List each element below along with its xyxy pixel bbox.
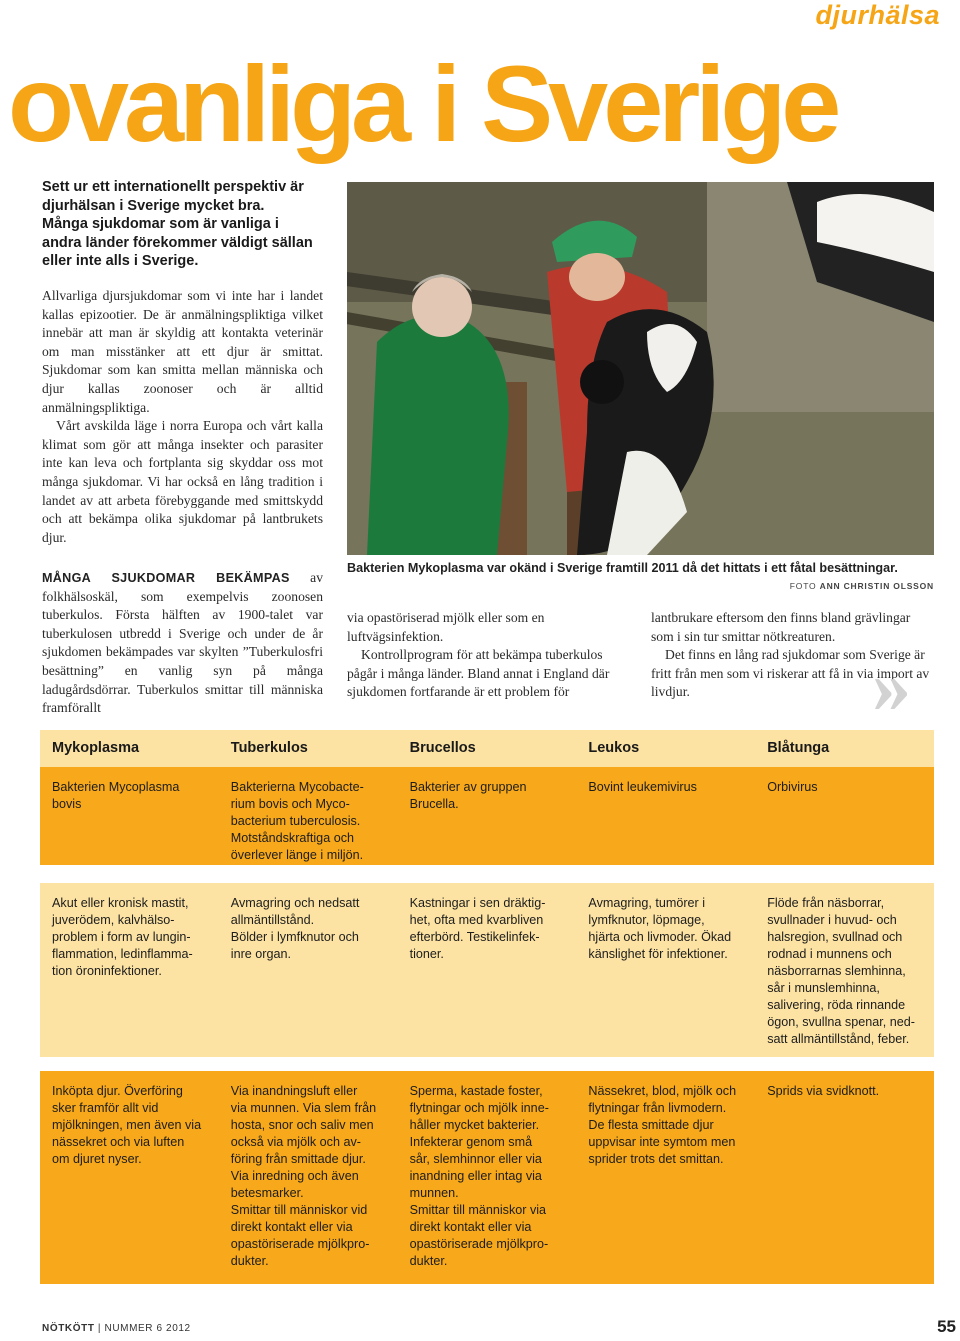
- photo-illustration: [347, 182, 934, 555]
- table-header-cell: Blåtunga: [767, 740, 830, 756]
- table-cell: Inköpta djur. Överföring sker framför allt vid mjölkningen, men även via nässekret och via luften om djuret nyser.: [52, 1084, 202, 1166]
- table-cell: Via inandningsluft eller via munnen. Via slem från hosta, snor och saliv men också via mjölk och av- föring från smittade djur. Via inredning och även betesmarker. Smittar till människor vid direkt kontakt eller via opastöriserade mjölkpro- dukter.: [230, 1084, 377, 1268]
- magazine-name: NÖTKÖTT: [42, 1323, 95, 1334]
- body-column-1: [42, 287, 323, 547]
- body-column-1-cont: [42, 569, 323, 718]
- photo-calf-vaccination: [347, 182, 934, 555]
- body-paragraph: Vårt avskilda läge i norra Europa och vårt kalla klimat som gör att många insekter och parasiter inte kan leva och fortplanta sig skyddar oss mot många sjukdomar. Vi har också en lång tradition i landet av att arbeta förebyggande med smittskydd och att bekämpa olika sjukdomar på lantbrukets djur.: [42, 418, 323, 545]
- lead-paragraph: Sett ur ett internationellt perspektiv är djurhälsan i Sverige mycket bra. Många sjukdomar som är vanliga i andra länder förekommer väldigt sällan eller inte alls i Sverige.: [42, 179, 313, 269]
- disease-fact-table: [40, 730, 934, 1284]
- table-header-cell: Mykoplasma: [52, 740, 140, 756]
- subhead-continuation: av folkhälsoskäl, som exempelvis zoonosen tuberkulos. Första hälften av 1900-talet var tuberkulosen utbredd i Sverige och under de år sjukdomen bekämpades var skylten ”Tuberkulosfri besättning” en vanlig syn på många ladugårdsdörrar. Tuberkulos smittar till människa framförallt: [42, 570, 323, 716]
- table-header-cell: Leukos: [588, 740, 640, 756]
- table-spacer: [40, 865, 934, 883]
- table-cell: Flöde från näsborrar, svullnader i huvud- och halsregion, svullnad och rodnad i munnens och näsborrarnas slemhinna, sår i munslemhinna, salivering, röda rinnande ögon, svullna spenar, ned- satt allmäntillstånd, feber.: [767, 896, 915, 1046]
- table-cell: Avmagring, tumörer i lymfknutor, löpmage, hjärta och livmoder. Ökad känslighet för infektioner.: [588, 896, 732, 961]
- footer-magazine: [42, 1323, 191, 1334]
- table-cell: Bakterien Mycoplasma bovis: [52, 780, 180, 811]
- table-cell: Sprids via svidknott.: [767, 1084, 880, 1098]
- body-paragraph: Allvarliga djursjukdomar som vi inte har i landet kallas epizootier. De är anmälningspliktiga vilket innebär att man är skyldig att kontakta veterinär om man misstänker att ett djur är smittat. Sjukdomar som kan smitta mellan människa och djur kallas zoonoser och är alltid anmälningspliktiga.: [42, 288, 323, 415]
- table-row-transmission: [40, 1071, 934, 1284]
- subhead: MÅNGA SJUKDOMAR BEKÄMPAS: [42, 571, 290, 585]
- table-header-cell: Brucellos: [409, 740, 476, 756]
- table-row-symptoms: [40, 883, 934, 1057]
- body-paragraph: via opastöriserad mjölk eller som en luftvägsinfektion.: [347, 610, 545, 644]
- credit-label: FOTO: [789, 581, 817, 591]
- body-paragraph: lantbrukare eftersom den finns bland grävlingar som i sin tur smittar nötkreaturen.: [651, 610, 911, 644]
- table-cell: Sperma, kastade foster, flytningar och mjölk inne- håller mycket bakterier. Infekterar genom små sår, slemhinnor eller via inandning eller intag via munnen. Smittar till människor via direkt kontakt eller via opastöriserade mjölkpro- dukter.: [409, 1084, 549, 1268]
- table-cell: Bakterier av gruppen Brucella.: [409, 780, 527, 811]
- table-cell: Akut eller kronisk mastit, juverödem, kalvhälso- problem i form av lungin- flammation, ledinflamma- tion öroninfektioner.: [52, 896, 193, 978]
- headline: ovanliga i Sverige: [8, 43, 837, 164]
- table-cell: Avmagring och nedsatt allmäntillstånd. Bölder i lymfknutor och inre organ.: [230, 896, 360, 961]
- continue-mark-icon: »: [872, 642, 911, 729]
- table-cell: Orbivirus: [767, 780, 818, 794]
- photo-caption: Bakterien Mykoplasma var okänd i Sverige framtill 2011 då det hittats i ett fåtal besättningar.: [347, 561, 898, 575]
- table-cell: Nässekret, blod, mjölk och flytningar från livmodern. De flesta smittade djur uppvisar inte symtom men sprider trots det smittan.: [588, 1084, 737, 1166]
- body-paragraph: [42, 569, 323, 718]
- table-cell: Bovint leukemivirus: [588, 780, 697, 794]
- table-cell: Kastningar i sen dräktig- het, ofta med kvarbliven efterbörd. Testikelinfek- tioner.: [409, 896, 546, 961]
- photo-credit: [790, 581, 934, 591]
- section-tag: djurhälsa: [815, 0, 940, 30]
- table-cell: Bakterierna Mycobacte- rium bovis och Myco- bacterium tuberculosis. Motståndskraftiga och överlever länge i miljön.: [230, 780, 364, 862]
- table-row-agents: [40, 767, 934, 865]
- body-column-2: [347, 609, 631, 702]
- body-paragraph: Kontrollprogram för att bekämpa tuberkulos pågår i många länder. Bland annat i England där sjukdomen fortfarande är ett problem för: [347, 647, 610, 700]
- page-number: 55: [937, 1317, 956, 1336]
- table-header-cell: Tuberkulos: [230, 740, 308, 756]
- credit-name: ANN CHRISTIN OLSSON: [819, 581, 934, 591]
- issue-label: NUMMER 6 2012: [104, 1323, 191, 1334]
- table-spacer: [40, 1057, 934, 1071]
- body-paragraph: Det finns en lång rad sjukdomar som Sverige är fritt från men som vi riskerar att få in via import av livdjur.: [651, 647, 930, 700]
- footer-separator: |: [97, 1323, 102, 1334]
- table-header-row: [40, 730, 934, 767]
